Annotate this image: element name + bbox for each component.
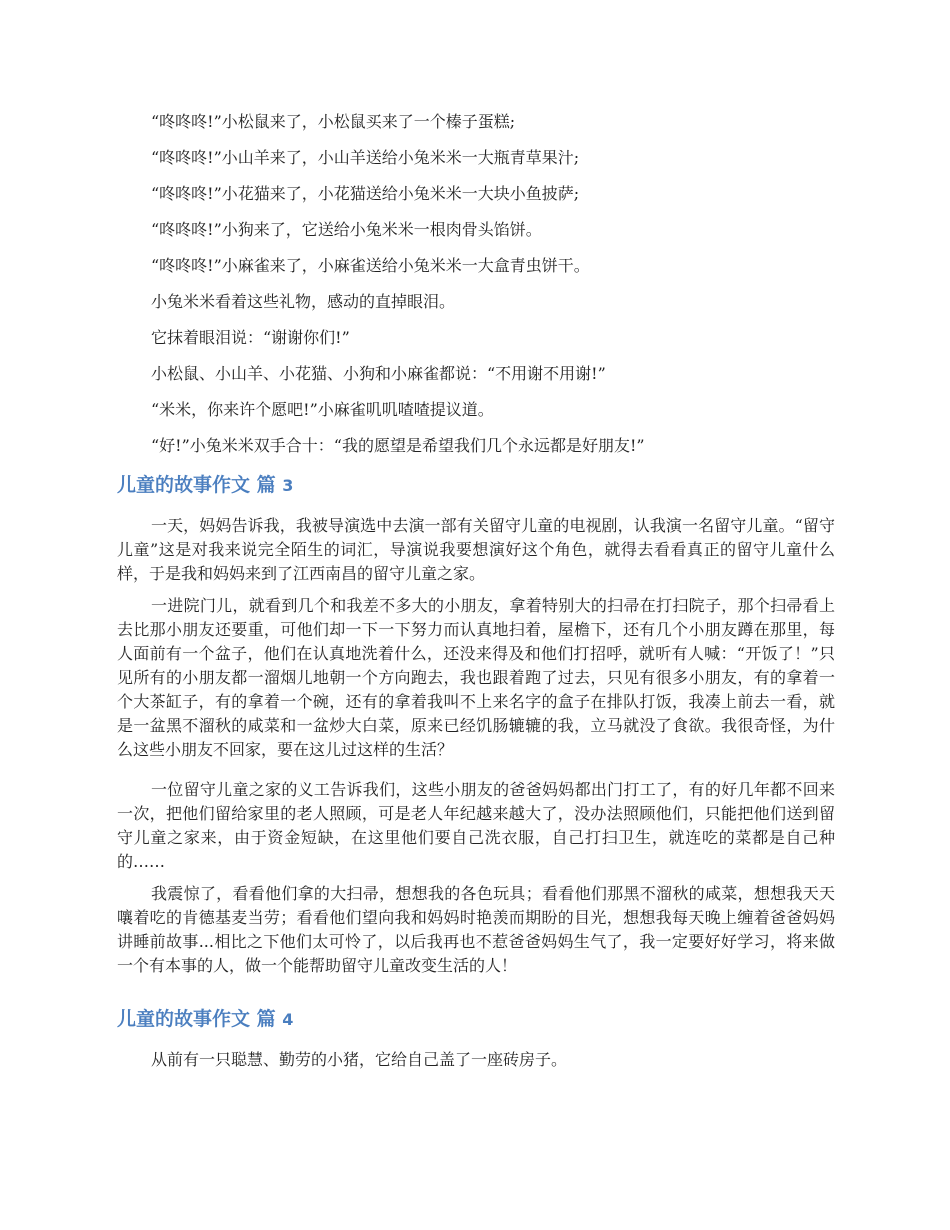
dialogue-line: 小兔米米看着这些礼物，感动的直掉眼泪。 <box>151 292 456 311</box>
dialogue-line: “米米，你来许个愿吧!”小麻雀叽叽喳喳提议道。 <box>151 400 494 419</box>
section-3-paragraph-4: 我震惊了，看看他们拿的大扫帚，想想我的各色玩具；看看他们那黑不溜秋的咸菜，想想我天天嚷着吃的肯德基麦当劳；看看他们望向我和妈妈时艳羡而期盼的目光，想想我每天晚上缠着爸爸妈妈讲睡前故事...相比之下他们太可怜了，以后我再也不惹爸爸妈妈生气了，我一定要好好学习，将来做一个有本事的人，做一个能帮助留守儿童改变生活的人！ <box>117 884 835 975</box>
section-4-title: 儿童的故事作文 篇 <box>117 1008 276 1030</box>
dialogue-line: “咚咚咚!”小狗来了，它送给小兔米米一根肉骨头馅饼。 <box>151 220 542 239</box>
section-3-paragraph-2: 一进院门儿，就看到几个和我差不多大的小朋友，拿着特别大的扫帚在打扫院子，那个扫帚看上去比那小朋友还要重，可他们却一下一下努力而认真地扫着，屋檐下，还有几个小朋友蹲在那里，每人面前有一个盆子，他们在认真地洗着什么，还没来得及和他们打招呼，就听有人喊：“开饭了！”只见所有的小朋友都一溜烟儿地朝一个方向跑去，我也跟着跑了过去，只见有很多小朋友，有的拿着一个大茶缸子，有的拿着一个碗，还有的拿着我叫不上来名字的盒子在排队打饭，我凑上前去一看，就是一盆黑不溜秋的咸菜和一盆炒大白菜，原来已经饥肠辘辘的我，立马就没了食欲。我很奇怪，为什么这些小朋友不回家，要在这儿过这样的生活？ <box>117 596 835 759</box>
dialogue-line: “好!”小兔米米双手合十：“我的愿望是希望我们几个永远都是好朋友!” <box>151 436 645 455</box>
section-4-heading <box>117 1007 293 1032</box>
section-3-title: 儿童的故事作文 篇 <box>117 474 276 496</box>
section-3-paragraph-1: 一天，妈妈告诉我，我被导演选中去演一部有关留守儿童的电视剧，认我演一名留守儿童。“留守儿童”这是对我来说完全陌生的词汇，导演说我要想演好这个角色，就得去看看真正的留守儿童什么样，于是我和妈妈来到了江西南昌的留守儿童之家。 <box>117 516 835 583</box>
dialogue-line: 它抹着眼泪说：“谢谢你们!” <box>151 328 350 347</box>
dialogue-line: “咚咚咚!”小麻雀来了，小麻雀送给小兔米米一大盒青虫饼干。 <box>151 256 590 275</box>
section-3-heading <box>117 473 293 498</box>
section-3-paragraph-3: 一位留守儿童之家的义工告诉我们，这些小朋友的爸爸妈妈都出门打工了，有的好几年都不回来一次，把他们留给家里的老人照顾，可是老人年纪越来越大了，没办法照顾他们，只能把他们送到留守儿童之家来，由于资金短缺，在这里他们要自己洗衣服，自己打扫卫生，就连吃的菜都是自己种的…… <box>117 780 835 871</box>
dialogue-line: “咚咚咚!”小花猫来了，小花猫送给小兔米米一大块小鱼披萨; <box>151 184 580 203</box>
dialogue-lines <box>151 112 851 456</box>
dialogue-line: “咚咚咚!”小松鼠来了，小松鼠买来了一个榛子蛋糕; <box>151 112 516 131</box>
section-3-number: 3 <box>282 476 294 495</box>
dialogue-line: 小松鼠、小山羊、小花猫、小狗和小麻雀都说：“不用谢不用谢!” <box>151 364 606 383</box>
section-4-number: 4 <box>282 1010 294 1029</box>
section-4-paragraph-1: 从前有一只聪慧、勤劳的小猪，它给自己盖了一座砖房子。 <box>151 1050 568 1069</box>
dialogue-line: “咚咚咚!”小山羊来了，小山羊送给小兔米米一大瓶青草果汁; <box>151 148 580 167</box>
